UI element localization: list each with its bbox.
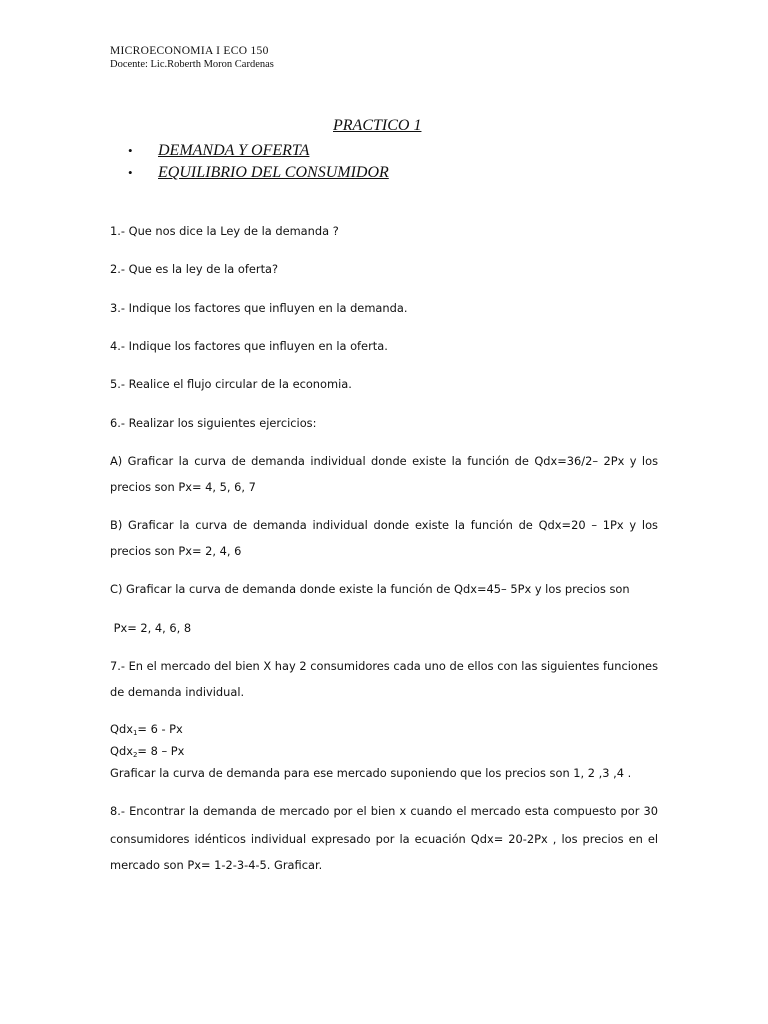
bullet-icon: • [128, 143, 133, 158]
exercise-b-line-2: precios son Px= 2, 4, 6 [110, 544, 242, 558]
question-2: 2.- Que es la ley de la oferta? [110, 262, 279, 276]
question-4: 4.- Indique los factores que influyen en la oferta. [110, 339, 388, 353]
document-header [110, 44, 274, 72]
function-name: Qdx [110, 744, 133, 758]
bullet-icon: • [128, 165, 133, 180]
function-name: Qdx [110, 722, 133, 736]
function-expression: = 8 – Px [137, 744, 185, 758]
question-5: 5.- Realice el flujo circular de la economia. [110, 377, 352, 391]
question-7-line-2: de demanda individual. [110, 685, 245, 699]
question-3: 3.- Indique los factores que influyen en la demanda. [110, 301, 408, 315]
exercise-c-line-1: C) Graficar la curva de demanda donde existe la función de Qdx=45– 5Px y los precios son [110, 582, 630, 596]
demand-function-2 [110, 744, 184, 759]
topic-item [128, 140, 389, 162]
question-6: 6.- Realizar los siguientes ejercicios: [110, 416, 317, 430]
practice-title: PRACTICO 1 [333, 117, 422, 134]
exercise-c-line-2: Px= 2, 4, 6, 8 [110, 621, 192, 635]
question-8-line-2: consumidores idénticos individual expresado por la ecuación Qdx= 20-2Px , los precios en el [110, 832, 658, 846]
exercise-a-line-2: precios son Px= 4, 5, 6, 7 [110, 480, 256, 494]
question-8-line-3: mercado son Px= 1-2-3-4-5. Graficar. [110, 858, 323, 872]
topic-label: EQUILIBRIO DEL CONSUMIDOR [158, 164, 389, 181]
course-name: MICROECONOMIA I ECO 150 [110, 45, 269, 57]
topic-item [128, 162, 389, 184]
exercise-b-line-1: B) Graficar la curva de demanda individual donde existe la función de Qdx=20 – 1Px y los [110, 518, 658, 532]
question-7-line-1: 7.- En el mercado del bien X hay 2 consumidores cada uno de ellos con las siguientes funciones [110, 659, 658, 673]
question-1: 1.- Que nos dice la Ley de la demanda ? [110, 224, 339, 238]
question-7-line-3: Graficar la curva de demanda para ese mercado suponiendo que los precios son 1, 2 ,3 ,4 . [110, 766, 632, 780]
function-subscript: 2 [132, 751, 138, 759]
exercise-a-line-1: A) Graficar la curva de demanda individual donde existe la función de Qdx=36/2– 2Px y los [110, 454, 658, 468]
teacher-name: Docente: Lic.Roberth Moron Cardenas [110, 59, 274, 70]
function-expression: = 6 - Px [137, 722, 183, 736]
topic-label: DEMANDA Y OFERTA [158, 142, 310, 159]
demand-function-1 [110, 722, 183, 737]
topics-list [128, 140, 389, 184]
function-subscript: 1 [132, 729, 138, 737]
question-8-line-1: 8.- Encontrar la demanda de mercado por el bien x cuando el mercado esta compuesto por 30 [110, 804, 658, 818]
